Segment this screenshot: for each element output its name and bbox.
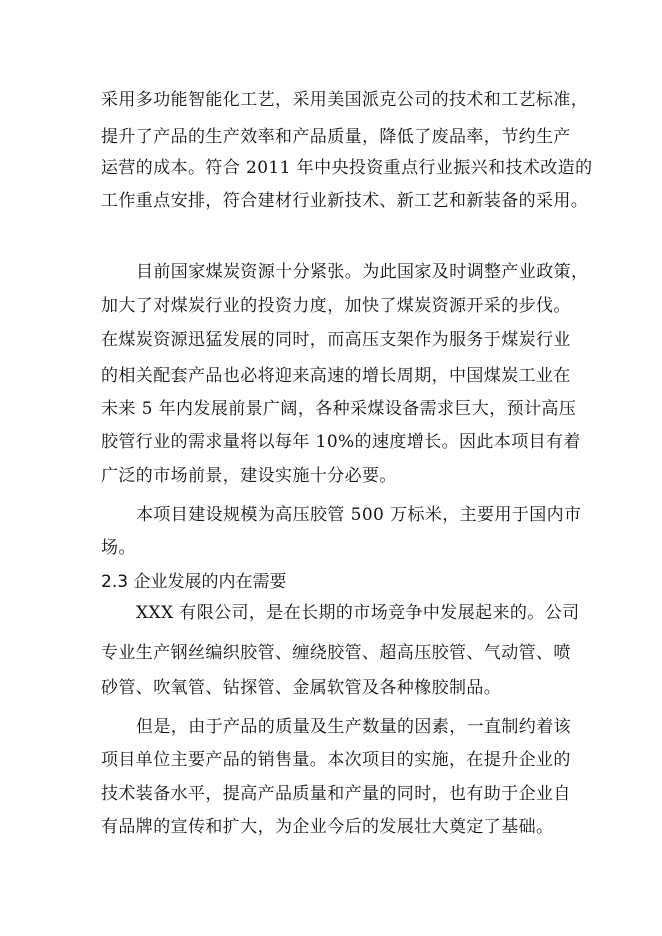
text-line: 运营的成本。符合 2011 年中央投资重点行业振兴和技术改造的	[101, 158, 593, 178]
text-line: 胶管行业的需求量将以每年 10%的速度增长。因此本项目有着	[101, 432, 581, 452]
text-line: 在煤炭资源迅猛发展的同时，而高压支架作为服务于煤炭行业	[101, 330, 571, 350]
text-line: 但是，由于产品的质量及生产数量的因素，一直制约着该	[136, 717, 571, 737]
text-line: 砂管、吹氧管、钻探管、金属软管及各种橡胶制品。	[101, 678, 502, 698]
text-line: 技术装备水平，提高产品质量和产量的同时，也有助于企业自	[101, 784, 571, 804]
text-line: 本项目建设规模为高压胶管 500 万标米，主要用于国内市	[136, 505, 582, 525]
text-line: 专业生产钢丝编织胶管、缠绕胶管、超高压胶管、气动管、喷	[101, 643, 571, 663]
text-line: 有品牌的宣传和扩大，为企业今后的发展壮大奠定了基础。	[101, 817, 554, 837]
text-line: XXX 有限公司，是在长期的市场竞争中发展起来的。公司	[136, 603, 580, 623]
text-line: 提升了产品的生产效率和产品质量，降低了废品率，节约生产	[101, 127, 571, 147]
text-line: 的相关配套产品也必将迎来高速的增长周期，中国煤炭工业在	[101, 366, 571, 386]
text-line: 采用多功能智能化工艺，采用美国派克公司的技术和工艺标准，	[101, 90, 589, 110]
text-line: 项目单位主要产品的销售量。本次项目的实施，在提升企业的	[101, 750, 571, 770]
text-line: 广泛的市场前景，建设实施十分必要。	[101, 466, 397, 486]
text-line: 加大了对煤炭行业的投资力度，加快了煤炭资源开采的步伐。	[101, 296, 571, 316]
text-line: 目前国家煤炭资源十分紧张。为此国家及时调整产业政策，	[136, 262, 589, 282]
text-line: 场。	[101, 538, 136, 558]
text-line: 工作重点安排，符合建材行业新技术、新工艺和新装备的采用。	[101, 191, 589, 211]
text-line: 未来 5 年内发展前景广阔，各种采煤设备需求巨大，预计高压	[101, 399, 577, 419]
section-heading: 2.3 企业发展的内在需要	[101, 572, 287, 592]
